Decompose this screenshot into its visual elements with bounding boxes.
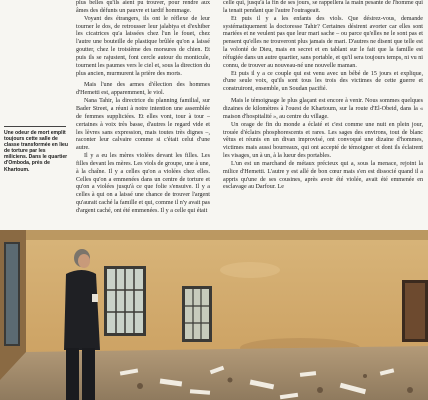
classroom-photo: [0, 230, 428, 400]
article-column-2: [223, 0, 423, 226]
article-column-1: [76, 0, 210, 226]
photo-caption: Une odeur de mort emplit toujours cette salle de classe transformée en lieu de torture par les miliciens. Dans le quartier d'Omboda, près de Khartoum.: [4, 130, 68, 173]
door-glass: [6, 244, 18, 344]
paragraph: Nana Tahir, la directrice du planning familial, sur Bader Street, a réuni à notre intention une assemblée de femmes suppliciées. Et elles vont, tour à tour – certaines à voix très basse, d'autres le regard vide et les lèvres sans expression, mais toutes très dignes –, raconter leur calvaire comme si c'était celui d'une autre.: [76, 98, 210, 152]
window-right: [402, 280, 428, 342]
paragraph: Un orage de fin du monde a éclaté et c'est comme une nuit en plein jour, trouée d'éclairs phosphorescents et rares. Les sages des environs, tout de blanc vêtus et réunis en un divan improvisé, ont convoqué une dizaine d'hommes, victimes mais aussi bourreaux, qui ont accepté de témoigner et dont ils éclairent les visages, un à un, à la lueur des portables.: [223, 121, 423, 160]
phone-icon: [92, 294, 98, 302]
paragraph: plus belles qu'ils aient pu trouver, pour rendre aux âmes des défunts un pauvre et tardif hommage.: [76, 0, 210, 14]
caption-rule: [4, 126, 66, 127]
ceiling: [0, 230, 428, 240]
paragraph: Mais le témoignage le plus glaçant est encore à venir. Nous sommes quelques dizaines de kilomètres à l'ouest de Khartoum, sur la route d'El-Obeid, dans la « maison d'hospitalité », au centre du village.: [223, 98, 423, 120]
window-center: [182, 286, 212, 342]
paragraph: Mais l'une des armes d'élection des hommes d'Hemetti est, apparemment, le viol.: [76, 82, 210, 97]
paragraph: L'un est un marchand de métaux précieux qui a, sous la menace, rejoint la milice d'Hemetti. L'autre y est allé de bon cœur mais s'en est dissocié quand il a appris qu'une de ses cousines, après avoir été violée, avait été emmenée en esclavage au Darfour. Le: [223, 160, 423, 191]
paragraph: Voyant des étrangers, ils ont le réflexe de leur tourner le dos, de retrousser leur jalabiya et d'exhiber les cicatrices qu'a laissées chez l'un le fouet, chez l'autre une bouteille de plastique brûlée qu'on a laissé goutter, chez le troisième des morsures de chien. Et puis ils se rajustent, font cercle autour du monticule, tournent les paumes vers le ciel et, sous la direction du plus ancien, murmurent la prière des morts.: [76, 15, 210, 77]
window-left: [104, 266, 146, 336]
paragraph: Et puis il y a les enfants des viols. Que désirez-vous, demande systématiquement la doctoresse Tahir? Certaines désirent avorter car elles sont mariées et ne veulent pas que leur mari sache – ou parce qu'elles ne le sont pas et pensent qu'elles ne trouveront plus jamais de mari. D'autres ne disent que telle est la volonté de Dieu, mais en secret et en tablant sur le fait que la famille est réfugiée dans un autre quartier, sans portable, et qu'il sera toujours temps, ni vu ni connu, de trouver au nouveau-né une nouvelle maman.: [223, 15, 423, 69]
paragraph: Il y a eu les mères violées devant les filles. Les filles devant les mères. Les viols de groupe, une à une, à la chaîne. Il y a celles qu'on a violées chez elles. Celles qu'on a emmenées dans un centre de torture et qu'on a violées jusqu'à ce que folie s'ensuive. Il y a celles à qui on a laissé une chance de trouver l'argent qu'aurait caché la famille et qui, comme il n'y avait pas d'argent caché, ont été emmenées. Il y a celle qui était: [76, 153, 210, 214]
paragraph: Et puis il y a ce couple qui est venu avec un bébé de 15 jours et explique, d'une seule voix, qu'ils sont tous les trois des victimes de cette guerre et construiront, ensemble, un Soudan pacifié.: [223, 70, 423, 93]
wall-light: [220, 262, 280, 278]
paragraph: celle qui, jusqu'à la fin de ses jours, se rappellera la main pesante de l'homme qui la tenait pendant que l'autre l'outrageait.: [223, 0, 423, 14]
